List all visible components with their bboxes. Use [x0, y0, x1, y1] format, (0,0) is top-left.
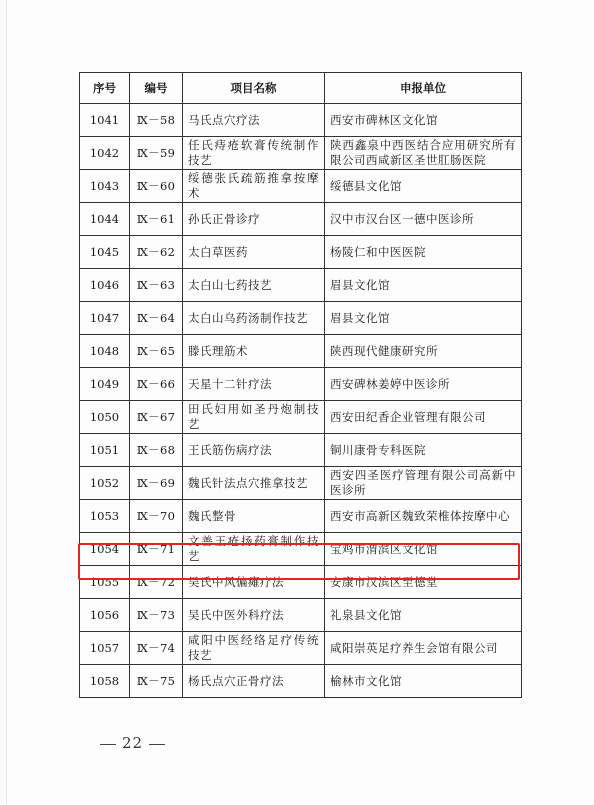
- table-row: [80, 665, 522, 698]
- page-number: [94, 734, 171, 752]
- cell-applicant-unit: 西安四圣医疗管理有限公司高新中医诊所: [325, 467, 522, 500]
- cell-code: Ⅸ－72: [130, 566, 183, 599]
- page-number-value: 22: [122, 734, 144, 752]
- cell-code: Ⅸ－65: [130, 335, 183, 368]
- cell-serial-number: 1053: [80, 500, 130, 533]
- cell-applicant-unit: 安康市汉滨区至德堂: [325, 566, 522, 599]
- cell-serial-number: 1042: [80, 137, 130, 170]
- header-applicant-unit: 申报单位: [325, 73, 522, 104]
- table-body: [80, 104, 522, 698]
- cell-project-name: 魏氏整骨: [183, 500, 325, 533]
- cell-code: Ⅸ－74: [130, 632, 183, 665]
- table-row: [80, 104, 522, 137]
- cell-project-name: 吴氏中医外科疗法: [183, 599, 325, 632]
- table-row: [80, 269, 522, 302]
- cell-applicant-unit: 汉中市汉台区一德中医诊所: [325, 203, 522, 236]
- cell-project-name: 太白山七药技艺: [183, 269, 325, 302]
- cell-project-name: 滕氏理筋术: [183, 335, 325, 368]
- table-row: [80, 203, 522, 236]
- table-row: [80, 599, 522, 632]
- cell-code: Ⅸ－66: [130, 368, 183, 401]
- cell-serial-number: 1046: [80, 269, 130, 302]
- cell-applicant-unit: 杨陵仁和中医医院: [325, 236, 522, 269]
- cell-applicant-unit: 西安碑林姜婷中医诊所: [325, 368, 522, 401]
- cell-serial-number: 1056: [80, 599, 130, 632]
- cell-code: Ⅸ－64: [130, 302, 183, 335]
- cell-applicant-unit: 铜川康骨专科医院: [325, 434, 522, 467]
- cell-applicant-unit: 宝鸡市渭滨区文化馆: [325, 533, 522, 566]
- table-row: [80, 533, 522, 566]
- cell-project-name: 天星十二针疗法: [183, 368, 325, 401]
- table-row: [80, 500, 522, 533]
- cell-code: Ⅸ－73: [130, 599, 183, 632]
- cell-applicant-unit: 西安市高新区魏致荣椎体按摩中心: [325, 500, 522, 533]
- header-code: 编号: [130, 73, 183, 104]
- table-row: [80, 302, 522, 335]
- table-row: [80, 368, 522, 401]
- table-row: [80, 137, 522, 170]
- cell-serial-number: 1047: [80, 302, 130, 335]
- cell-serial-number: 1051: [80, 434, 130, 467]
- cell-serial-number: 1052: [80, 467, 130, 500]
- cell-applicant-unit: 西安田纪香企业管理有限公司: [325, 401, 522, 434]
- cell-code: Ⅸ－67: [130, 401, 183, 434]
- cell-serial-number: 1044: [80, 203, 130, 236]
- page-number-dash-left: [100, 744, 116, 745]
- cell-code: Ⅸ－59: [130, 137, 183, 170]
- cell-code: Ⅸ－60: [130, 170, 183, 203]
- table-row: [80, 632, 522, 665]
- cell-serial-number: 1048: [80, 335, 130, 368]
- table-row: [80, 566, 522, 599]
- cell-serial-number: 1041: [80, 104, 130, 137]
- cell-applicant-unit: 咸阳崇英足疗养生会馆有限公司: [325, 632, 522, 665]
- cell-applicant-unit: 西安市碑林区文化馆: [325, 104, 522, 137]
- cell-project-name: 任氏痔疮软膏传统制作技艺: [183, 137, 325, 170]
- cell-code: Ⅸ－61: [130, 203, 183, 236]
- table-header-row: [80, 73, 522, 104]
- cell-serial-number: 1057: [80, 632, 130, 665]
- cell-code: Ⅸ－58: [130, 104, 183, 137]
- cell-project-name: 孙氏正骨诊疗: [183, 203, 325, 236]
- cell-code: Ⅸ－70: [130, 500, 183, 533]
- cell-code: Ⅸ－71: [130, 533, 183, 566]
- cell-project-name: 田氏妇用如圣丹炮制技艺: [183, 401, 325, 434]
- cell-serial-number: 1045: [80, 236, 130, 269]
- header-serial-number: 序号: [80, 73, 130, 104]
- header-project-name: 项目名称: [183, 73, 325, 104]
- cell-applicant-unit: 绥德县文化馆: [325, 170, 522, 203]
- cell-serial-number: 1058: [80, 665, 130, 698]
- cell-code: Ⅸ－69: [130, 467, 183, 500]
- cell-project-name: 马氏点穴疗法: [183, 104, 325, 137]
- table-row: [80, 335, 522, 368]
- cell-project-name: 太白山乌药汤制作技艺: [183, 302, 325, 335]
- table-row: [80, 170, 522, 203]
- page-edge-line: [6, 0, 7, 805]
- cell-applicant-unit: 榆林市文化馆: [325, 665, 522, 698]
- table-row: [80, 434, 522, 467]
- table-row: [80, 467, 522, 500]
- cell-applicant-unit: 眉县文化馆: [325, 269, 522, 302]
- heritage-project-table: [79, 72, 522, 698]
- cell-project-name: 咸阳中医经络足疗传统技艺: [183, 632, 325, 665]
- cell-applicant-unit: 陕西鑫泉中西医结合应用研究所有限公司西咸新区圣世肛肠医院: [325, 137, 522, 170]
- table-row: [80, 401, 522, 434]
- cell-applicant-unit: 眉县文化馆: [325, 302, 522, 335]
- cell-project-name: 杨氏点穴正骨疗法: [183, 665, 325, 698]
- cell-serial-number: 1050: [80, 401, 130, 434]
- cell-code: Ⅸ－75: [130, 665, 183, 698]
- cell-code: Ⅸ－68: [130, 434, 183, 467]
- cell-serial-number: 1055: [80, 566, 130, 599]
- cell-code: Ⅸ－63: [130, 269, 183, 302]
- cell-project-name: 吴氏中风偏瘫疗法: [183, 566, 325, 599]
- cell-applicant-unit: 陕西现代健康研究所: [325, 335, 522, 368]
- cell-project-name: 文善王疮扬药膏制作技艺: [183, 533, 325, 566]
- cell-serial-number: 1043: [80, 170, 130, 203]
- table-row: [80, 236, 522, 269]
- cell-project-name: 王氏筋伤病疗法: [183, 434, 325, 467]
- cell-applicant-unit: 礼泉县文化馆: [325, 599, 522, 632]
- cell-serial-number: 1049: [80, 368, 130, 401]
- cell-project-name: 太白草医药: [183, 236, 325, 269]
- page-number-dash-right: [149, 744, 165, 745]
- cell-project-name: 绥德张氏疏筋推拿按摩术: [183, 170, 325, 203]
- cell-serial-number: 1054: [80, 533, 130, 566]
- cell-code: Ⅸ－62: [130, 236, 183, 269]
- cell-project-name: 魏氏针法点穴推拿技艺: [183, 467, 325, 500]
